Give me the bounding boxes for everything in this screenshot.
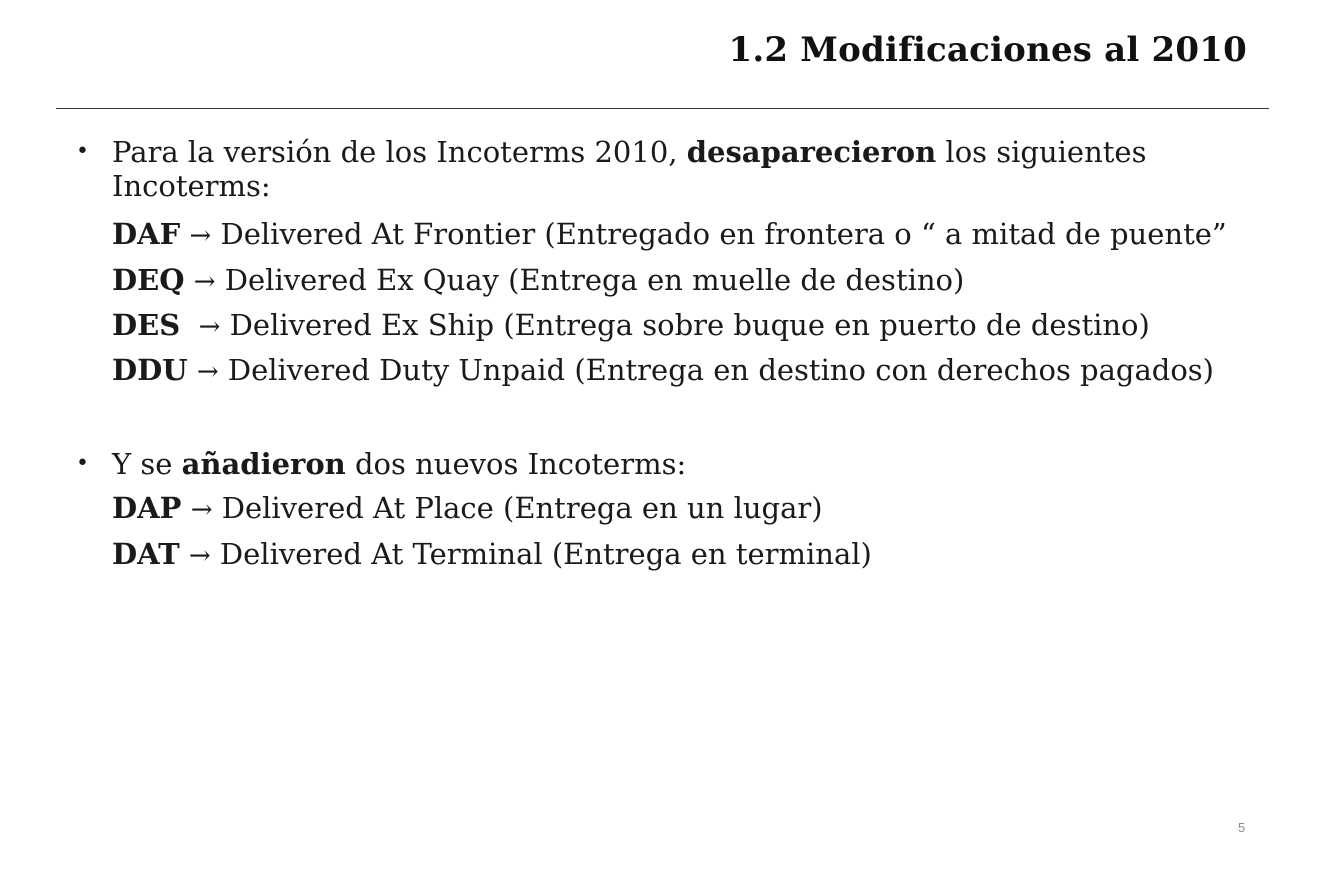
bullet-marker: • bbox=[76, 139, 89, 164]
incoterm-code: DAT bbox=[112, 537, 180, 571]
incoterm-description: Delivered Duty Unpaid (Entrega en destino con derechos pagados) bbox=[227, 353, 1214, 387]
arrow-icon: → bbox=[193, 267, 216, 297]
bullet-2-emphasis: añadieron bbox=[181, 447, 346, 481]
incoterm-description: Delivered At Frontier (Entregado en frontera o “ a mitad de puente” bbox=[220, 217, 1227, 251]
incoterm-code: DAF bbox=[112, 217, 181, 251]
incoterm-code: DES bbox=[112, 308, 181, 342]
incoterm-code: DDU bbox=[112, 353, 188, 387]
bullet-marker: • bbox=[76, 451, 89, 476]
arrow-icon: → bbox=[189, 221, 212, 251]
arrow-icon: → bbox=[198, 312, 221, 342]
list-item bbox=[112, 490, 823, 528]
list-item bbox=[112, 216, 1227, 254]
arrow-icon: → bbox=[188, 541, 211, 571]
arrow-icon: → bbox=[196, 357, 219, 387]
bullet-1-intro-pre: Para la versión de los Incoterms 2010, bbox=[112, 135, 687, 169]
incoterm-code: DEQ bbox=[112, 263, 185, 297]
title-divider bbox=[56, 108, 1269, 109]
incoterm-description: Delivered At Terminal (Entrega en terminal) bbox=[219, 537, 872, 571]
bullet-1-intro-line2: Incoterms: bbox=[112, 169, 271, 203]
bullet-2-intro-post: dos nuevos Incoterms: bbox=[345, 447, 687, 481]
list-item bbox=[112, 307, 1150, 345]
bullet-2-intro-pre: Y se bbox=[112, 447, 182, 481]
slide-title: 1.2 Modificaciones al 2010 bbox=[728, 30, 1247, 70]
incoterm-code: DAP bbox=[112, 491, 182, 525]
arrow-icon: → bbox=[190, 495, 213, 525]
incoterm-description: Delivered At Place (Entrega en un lugar) bbox=[221, 491, 823, 525]
list-item bbox=[112, 262, 964, 300]
list-item bbox=[112, 536, 872, 574]
bullet-1-intro-post: los siguientes bbox=[936, 135, 1147, 169]
incoterm-description: Delivered Ex Ship (Entrega sobre buque en puerto de destino) bbox=[229, 308, 1150, 342]
list-item bbox=[112, 352, 1214, 390]
bullet-1-intro bbox=[112, 134, 1146, 170]
bullet-1-emphasis: desaparecieron bbox=[686, 135, 937, 169]
incoterm-description: Delivered Ex Quay (Entrega en muelle de destino) bbox=[224, 263, 965, 297]
bullet-2-intro bbox=[112, 446, 686, 482]
page-number: 5 bbox=[1238, 820, 1246, 835]
